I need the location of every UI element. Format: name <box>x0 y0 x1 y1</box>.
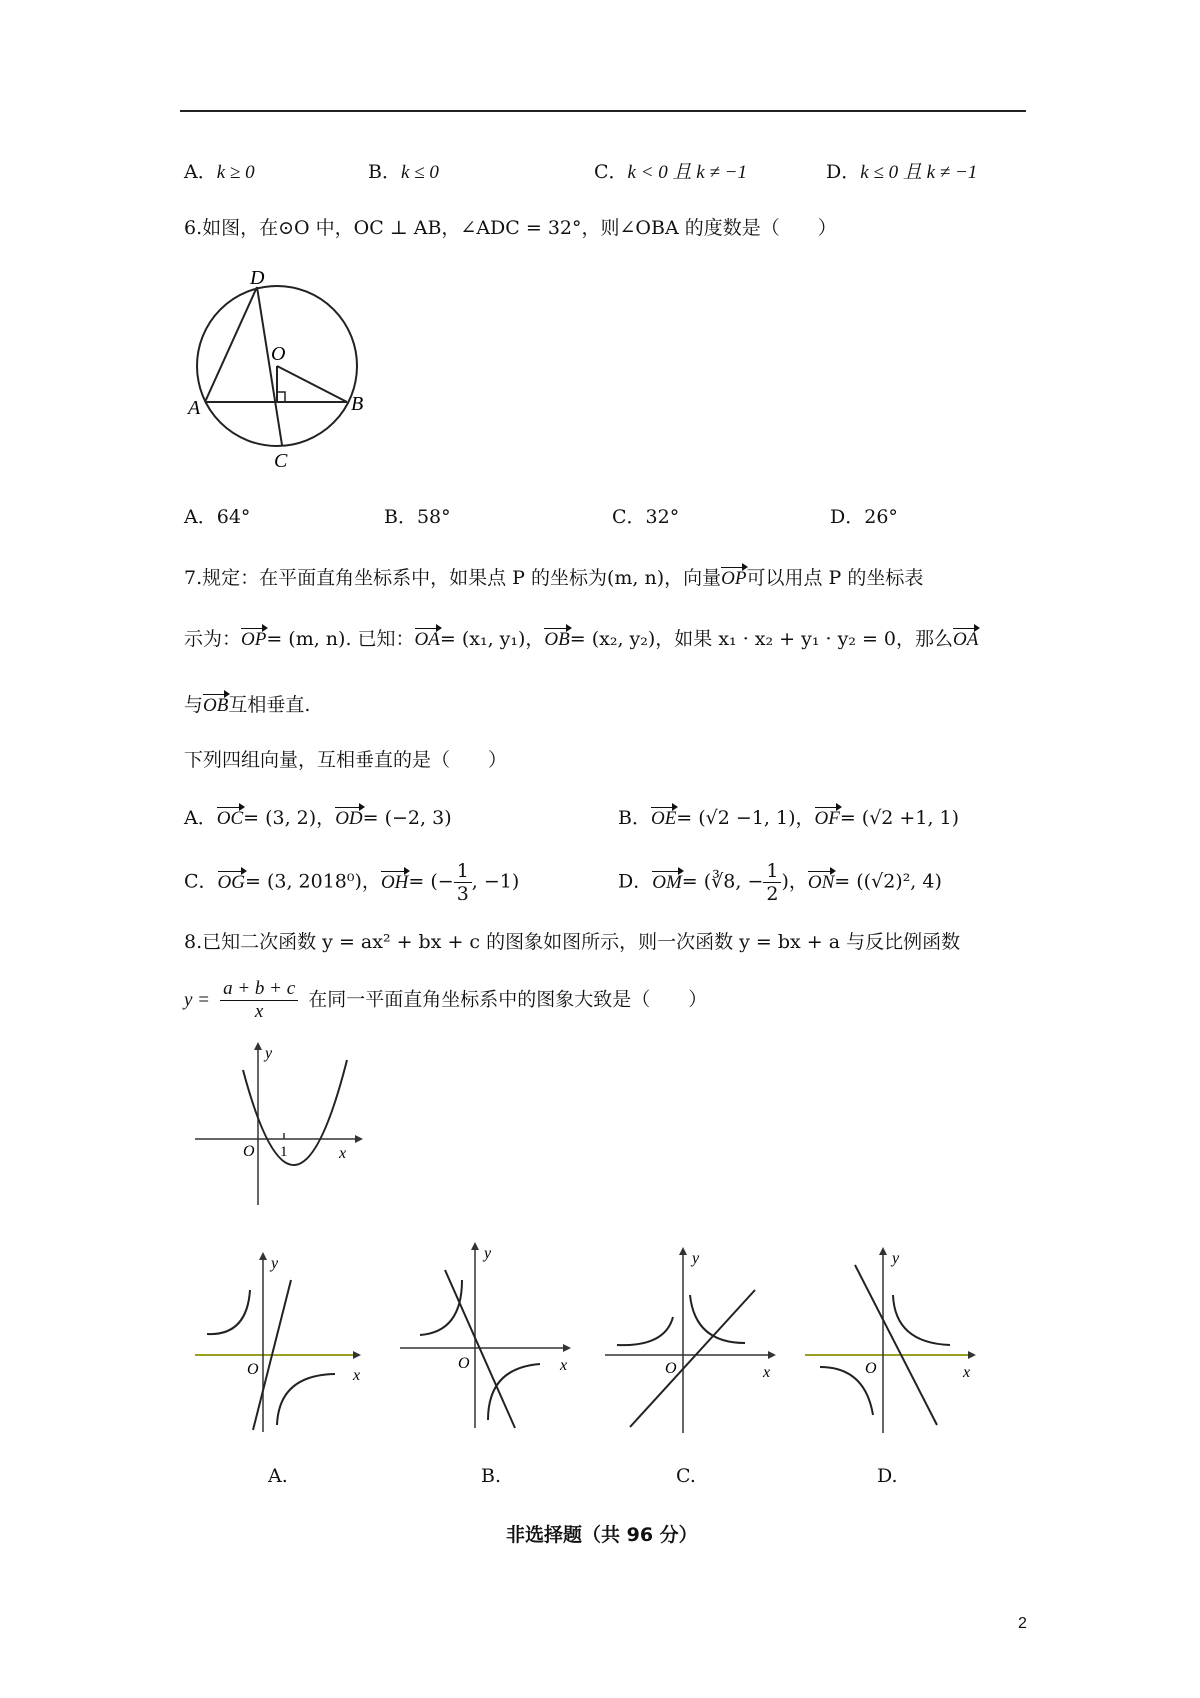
q8-option-b-graph <box>400 1240 575 1430</box>
q6-option-a: A．64° <box>184 506 251 528</box>
q6-option-c: C．32° <box>612 506 680 528</box>
q8-option-c-label: C. <box>676 1465 696 1487</box>
axis-label-y: y <box>484 1245 492 1262</box>
q8-option-a-label: A. <box>268 1465 288 1487</box>
section-heading: 非选择题（共 96 分） <box>506 1524 698 1546</box>
q7-line-3: 与OB互相垂直. <box>184 694 311 716</box>
q5-option-c: C．k < 0 且 k ≠ −1 <box>594 161 747 183</box>
origin-label: O <box>458 1355 470 1372</box>
q8-line-2: y = $\frac{a + b + c}{x}$ 在同一平面直角坐标系中的图象大致是（ ） <box>184 978 708 1022</box>
q7-option-c: C．OG= (3, 2018⁰)，OH= (− $\frac{1}{3}$ , −1) <box>184 860 520 905</box>
q8-parabola-graph <box>195 1040 365 1210</box>
origin-label: O <box>243 1143 255 1160</box>
vector-oa: OA <box>414 629 440 650</box>
q7-prompt: 下列四组向量，互相垂直的是（ ） <box>184 749 508 771</box>
point-label-d: D <box>250 267 265 289</box>
axis-label-x: x <box>763 1364 771 1381</box>
axis-label-y: y <box>692 1250 700 1267</box>
header-rule <box>180 110 1026 112</box>
axis-label-x: x <box>963 1364 971 1381</box>
axis-label-x: x <box>339 1145 347 1162</box>
point-label-c: C <box>274 450 288 472</box>
q6-option-d: D．26° <box>830 506 898 528</box>
q7-line-2: 示为：OP= (m, n). 已知：OA= (x₁, y₁)，OB= (x₂, y₂)，如果 x₁ · x₂ + y₁ · y₂ = 0，那么OA <box>184 628 979 650</box>
q8-option-b-label: B. <box>481 1465 502 1487</box>
axis-label-y: y <box>892 1250 900 1267</box>
q6-circle-figure <box>185 262 380 472</box>
q8-option-c-graph <box>605 1245 780 1435</box>
point-label-b: B <box>351 393 364 415</box>
q5-option-d: D．k ≤ 0 且 k ≠ −1 <box>826 161 978 183</box>
axis-label-y: y <box>265 1045 273 1062</box>
q8-option-d-label: D. <box>877 1465 898 1487</box>
vector-op: OP <box>721 568 747 589</box>
q5-option-b: B．k ≤ 0 <box>368 161 439 183</box>
origin-label: O <box>865 1360 877 1377</box>
q8-option-a-graph <box>195 1250 370 1435</box>
q8-option-d-graph <box>805 1245 980 1435</box>
origin-label: O <box>665 1360 677 1377</box>
q7-line-1: 7.规定：在平面直角坐标系中，如果点 P 的坐标为(m, n)，向量OP可以用点 P 的坐标表 <box>184 567 924 589</box>
q7-option-d: D．OM= (∛8, − $\frac{1}{2}$ )，ON= ((√2)², 4) <box>618 860 942 905</box>
q5-option-a: A．k ≥ 0 <box>184 161 255 183</box>
axis-label-x: x <box>560 1357 568 1374</box>
q7-option-b: B．OE= (√2 −1, 1)，OF= (√2 +1, 1) <box>618 807 960 829</box>
axis-label-x: x <box>353 1367 361 1384</box>
point-label-o: O <box>271 343 286 365</box>
q6-stem: 6.如图，在⊙O 中，OC ⊥ AB，∠ADC = 32°，则∠OBA 的度数是（ ） <box>184 217 837 239</box>
axis-label-y: y <box>271 1255 279 1272</box>
page-number: 2 <box>1018 1615 1027 1632</box>
origin-label: O <box>247 1361 259 1378</box>
vector-ob: OB <box>544 629 570 650</box>
q7-option-a: A．OC= (3, 2)，OD= (−2, 3) <box>184 807 452 829</box>
q6-option-b: B．58° <box>384 506 451 528</box>
q8-line-1: 8.已知二次函数 y = ax² + bx + c 的图象如图所示，则一次函数 y = bx + a 与反比例函数 <box>184 931 961 953</box>
point-label-a: A <box>188 397 201 419</box>
tick-label-one: 1 <box>280 1144 288 1160</box>
